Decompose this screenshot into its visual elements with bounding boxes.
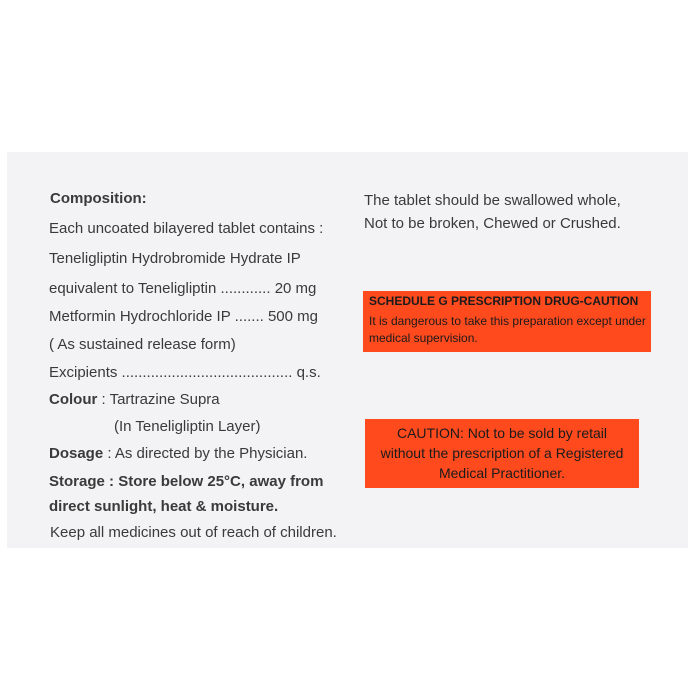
colour-note: (In Teneligliptin Layer)	[114, 418, 261, 435]
swallow-instruction-1: The tablet should be swallowed whole,	[364, 192, 621, 209]
composition-line: Teneligliptin Hydrobromide Hydrate IP	[49, 250, 301, 267]
composition-line: Each uncoated bilayered tablet contains :	[49, 220, 324, 237]
storage-row	[49, 473, 323, 490]
dosage-label: Dosage	[49, 445, 104, 462]
schedule-g-text-2: medical supervision.	[369, 331, 478, 345]
keep-out-of-reach-note: Keep all medicines out of reach of children.	[50, 524, 337, 541]
colour-value: : Tartrazine Supra	[101, 391, 220, 408]
schedule-g-warning-box	[363, 291, 651, 352]
dosage-row	[49, 445, 307, 462]
swallow-instruction-2: Not to be broken, Chewed or Crushed.	[364, 215, 621, 232]
composition-line: Metformin Hydrochloride IP ....... 500 mg	[49, 308, 318, 325]
caution-line-3: Medical Practitioner.	[438, 465, 566, 481]
caution-line-2: without the prescription of a Registered	[380, 445, 624, 461]
composition-heading: Composition:	[50, 190, 147, 207]
caution-line-1: CAUTION: Not to be sold by retail	[396, 425, 608, 441]
schedule-g-text-1: It is dangerous to take this preparation except under	[369, 314, 646, 328]
retail-caution-box	[365, 419, 639, 488]
schedule-g-title: SCHEDULE G PRESCRIPTION DRUG-CAUTION	[369, 294, 639, 308]
composition-line: ( As sustained release form)	[49, 336, 236, 353]
composition-line: Excipients ......................................... q.s.	[49, 364, 321, 381]
dosage-value: : As directed by the Physician.	[107, 445, 308, 462]
storage-value: : Store below 25°C, away from	[109, 473, 324, 490]
colour-label: Colour	[49, 391, 98, 408]
colour-row	[49, 391, 220, 408]
storage-value-2: direct sunlight, heat & moisture.	[49, 498, 279, 515]
storage-label: Storage	[49, 473, 105, 490]
composition-line: equivalent to Teneligliptin ............ 20 mg	[49, 280, 317, 297]
